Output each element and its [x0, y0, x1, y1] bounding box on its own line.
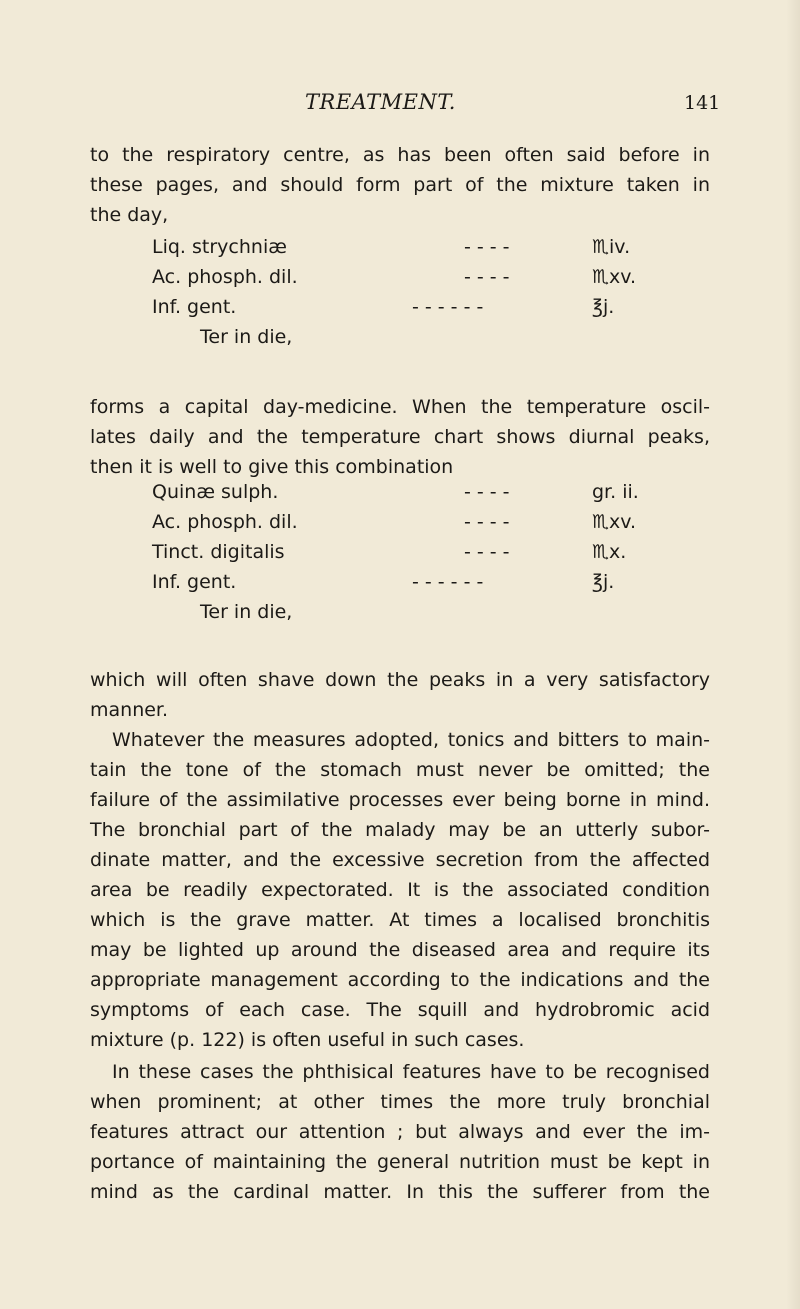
- text-line: these pages, and should form part of the mixture taken in: [90, 174, 710, 196]
- ingredient-name: Inf. gent.: [152, 296, 237, 318]
- prescription-directions: Ter in die,: [200, 601, 293, 623]
- leader-dashes: - - - - - -: [412, 571, 484, 593]
- text-line: tain the tone of the stomach must never be omitted; the: [90, 759, 710, 781]
- text-line: appropriate management according to the indications and the: [90, 969, 710, 991]
- ingredient-dose: ℥j.: [592, 296, 615, 318]
- ingredient-dose: ♏xv.: [592, 266, 637, 288]
- paragraph-5: [90, 1057, 710, 1207]
- leader-dashes: - - - -: [464, 481, 510, 503]
- text-line: which is the grave matter. At times a localised bronchitis: [90, 909, 710, 931]
- text-line: lates daily and the temperature chart shows diurnal peaks,: [90, 426, 710, 448]
- ingredient-dose: ♏x.: [592, 541, 627, 563]
- text-line: when prominent; at other times the more truly bronchial: [90, 1091, 710, 1113]
- paragraph-2: [90, 392, 710, 482]
- leader-dashes: - - - -: [464, 266, 510, 288]
- ingredient-dose: gr. ii.: [592, 481, 639, 503]
- prescription-row: [152, 537, 712, 567]
- text-line: symptoms of each case. The squill and hydrobromic acid: [90, 999, 710, 1021]
- prescription-row: [152, 232, 712, 262]
- ingredient-name: Tinct. digitalis: [152, 541, 285, 563]
- prescription-row: [152, 507, 712, 537]
- text-line: The bronchial part of the malady may be an utterly subor-: [90, 819, 710, 841]
- prescription-row: [152, 477, 712, 507]
- ingredient-dose: ♏iv.: [592, 236, 631, 258]
- ingredient-dose: ♏xv.: [592, 511, 637, 533]
- page-edge-shadow: [786, 0, 800, 1309]
- text-line: mind as the cardinal matter. In this the sufferer from the: [90, 1181, 710, 1203]
- prescription-row: [152, 292, 712, 322]
- text-line: In these cases the phthisical features have to be recognised: [112, 1061, 710, 1083]
- text-line: manner.: [90, 699, 169, 721]
- ingredient-name: Quinæ sulph.: [152, 481, 279, 503]
- ingredient-name: Ac. phosph. dil.: [152, 266, 298, 288]
- text-line: dinate matter, and the excessive secretion from the affected: [90, 849, 710, 871]
- text-line: which will often shave down the peaks in a very satisfactory: [90, 669, 710, 691]
- text-line: forms a capital day-medicine. When the temperature oscil-: [90, 396, 710, 418]
- ingredient-name: Inf. gent.: [152, 571, 237, 593]
- text-line: may be lighted up around the diseased area and require its: [90, 939, 710, 961]
- ingredient-name: Liq. strychniæ: [152, 236, 287, 258]
- text-line: then it is well to give this combination: [90, 456, 454, 478]
- prescription-row: [152, 567, 712, 597]
- text-line: mixture (p. 122) is often useful in such cases.: [90, 1029, 525, 1051]
- prescription-1: [152, 232, 712, 352]
- paragraph-3: [90, 665, 710, 725]
- text-line: to the respiratory centre, as has been often said before in: [90, 144, 710, 166]
- running-head: [0, 90, 800, 120]
- text-line: failure of the assimilative processes ever being borne in mind.: [90, 789, 710, 811]
- paragraph-1: [90, 140, 710, 230]
- ingredient-dose: ℥j.: [592, 571, 615, 593]
- leader-dashes: - - - -: [464, 511, 510, 533]
- text-line: features attract our attention ; but always and ever the im-: [90, 1121, 710, 1143]
- ingredient-name: Ac. phosph. dil.: [152, 511, 298, 533]
- leader-dashes: - - - -: [464, 236, 510, 258]
- page-number: 141: [684, 92, 721, 114]
- text-line: portance of maintaining the general nutrition must be kept in: [90, 1151, 710, 1173]
- leader-dashes: - - - - - -: [412, 296, 484, 318]
- prescription-directions: Ter in die,: [200, 326, 293, 348]
- text-line: the day,: [90, 204, 169, 226]
- leader-dashes: - - - -: [464, 541, 510, 563]
- prescription-row: [152, 262, 712, 292]
- paragraph-4: [90, 725, 710, 1055]
- prescription-2: [152, 477, 712, 627]
- text-line: Whatever the measures adopted, tonics and bitters to main-: [112, 729, 710, 751]
- running-title: TREATMENT.: [305, 90, 456, 114]
- text-line: area be readily expectorated. It is the associated condition: [90, 879, 710, 901]
